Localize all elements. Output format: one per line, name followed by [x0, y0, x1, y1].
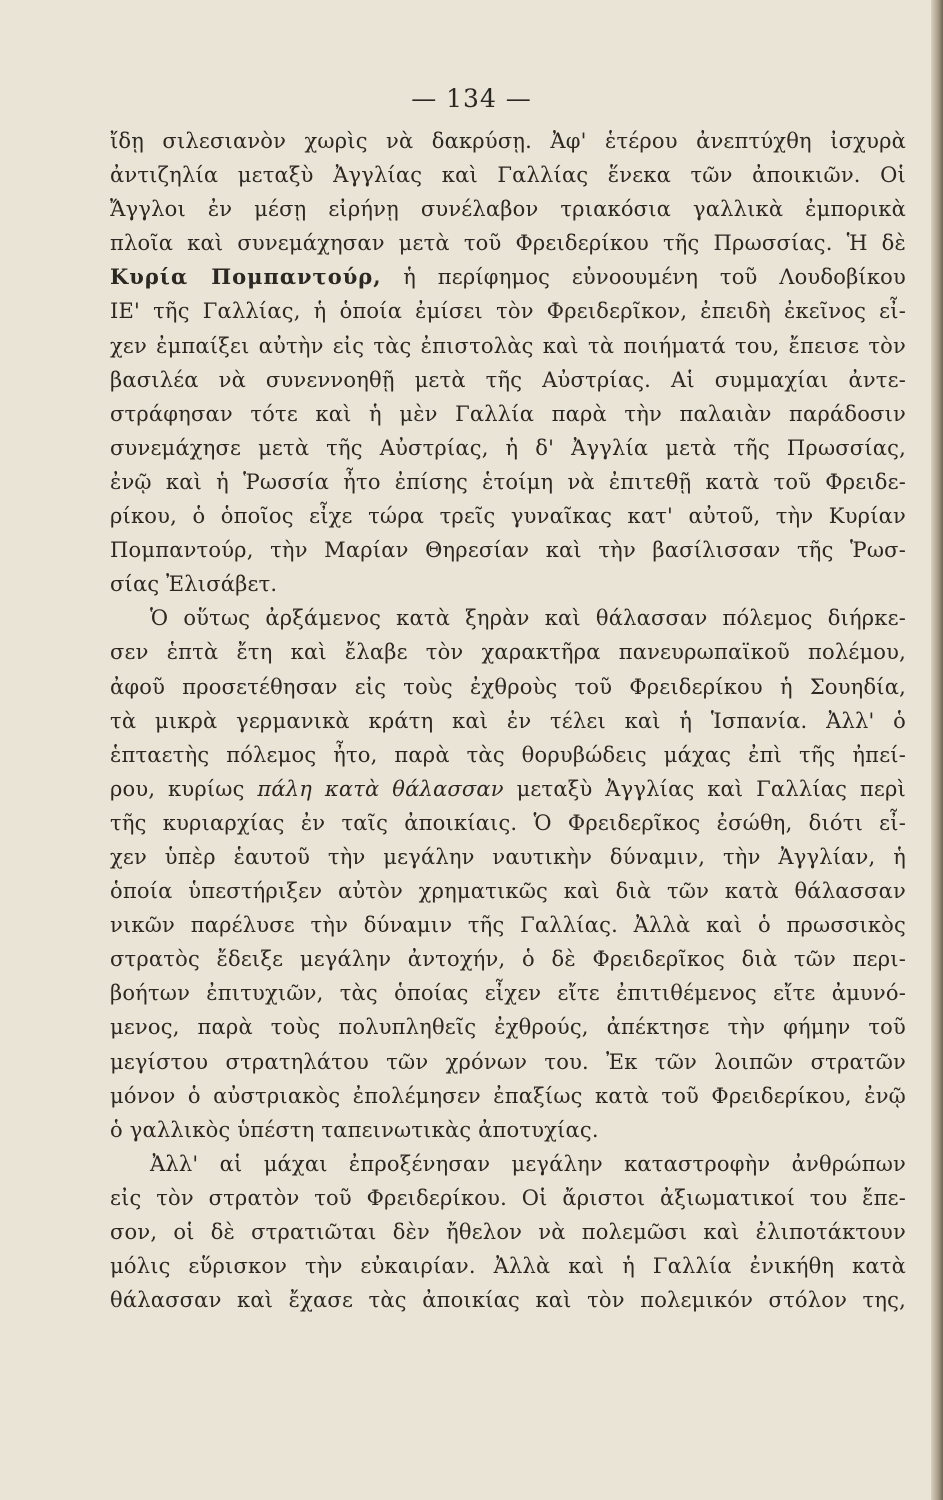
line-text: ἐνῷ καὶ ἡ Ῥωσσία ἦτο ἐπίσης ἑτοίμη νὰ ἐπιτεθῇ κατὰ τοῦ Φρειδε-: [110, 469, 906, 494]
page-edge: [931, 0, 943, 1500]
text-line: [110, 499, 906, 533]
line-text: θάλασσαν καὶ ἔχασε τὰς ἀποικίας καὶ τὸν πολεμικόν στόλον της,: [110, 1288, 906, 1313]
line-text: συνεμάχησε μετὰ τῆς Αὐστρίας, ἡ δ' Ἀγγλία μετὰ τῆς Πρωσσίας,: [110, 435, 906, 460]
line-text: ΙΕ' τῆς Γαλλίας, ἡ ὁποία ἐμίσει τὸν Φρειδερῖκον, ἐπειδὴ ἐκεῖνος εἶ-: [110, 299, 906, 324]
line-text: χεν ὑπὲρ ἑαυτοῦ τὴν μεγάλην ναυτικὴν δύναμιν, τὴν Ἀγγλίαν, ἡ: [110, 844, 906, 869]
line-text: σεν ἑπτὰ ἔτη καὶ ἔλαβε τὸν χαρακτῆρα πανευρωπαϊκοῦ πολέμου,: [110, 640, 906, 665]
text-line: [110, 1010, 906, 1044]
page-number: — 134 —: [411, 84, 532, 113]
line-text-after: μεταξὺ Ἀγγλίας καὶ Γαλλίας περὶ: [503, 776, 906, 801]
line-text: ἡ περίφημος εὐνοουμένη τοῦ Λουδοβίκου: [381, 265, 906, 290]
line-text: μόνον ὁ αὐστριακὸς ἐπολέμησεν ἐπαξίως κατὰ τοῦ Φρειδερίκου, ἐνῷ: [110, 1083, 906, 1108]
text-line: [110, 533, 906, 567]
line-text: Ἀλλ' αἱ μάχαι ἐπροξένησαν μεγάλην καταστροφὴν ἀνθρώπων: [150, 1151, 906, 1176]
text-line: [110, 942, 906, 976]
line-text: βοήτων ἐπιτυχιῶν, τὰς ὁποίας εἶχεν εἴτε ἐπιτιθέμενος εἴτε ἀμυνό-: [110, 981, 906, 1006]
text-line: [110, 1249, 906, 1283]
text-line: [110, 226, 906, 260]
text-line: [110, 1283, 906, 1317]
line-text: πλοῖα καὶ συνεμάχησαν μετὰ τοῦ Φρειδερίκου τῆς Πρωσσίας. Ἡ δὲ: [110, 231, 906, 256]
text-line: [110, 1181, 906, 1215]
text-line: [110, 976, 906, 1010]
line-text: σίας Ἐλισάβετ.: [110, 572, 278, 597]
text-line: [110, 465, 906, 499]
line-text: μεγίστου στρατηλάτου τῶν χρόνων του. Ἐκ τῶν λοιπῶν στρατῶν: [110, 1049, 906, 1074]
line-text: χεν ἐμπαίξει αὐτὴν εἰς τὰς ἐπιστολὰς καὶ τὰ ποιήματά του, ἔπεισε τὸν: [110, 333, 906, 358]
line-text: τὰ μικρὰ γερμανικὰ κράτη καὶ ἐν τέλει καὶ ἡ Ἱσπανία. Ἀλλ' ὁ: [110, 708, 906, 733]
text-line: [110, 397, 906, 431]
bold-name: Κυρία Πομπαντούρ,: [110, 264, 382, 290]
line-text: εἰς τὸν στρατὸν τοῦ Φρειδερίκου. Οἱ ἄριστοι ἀξιωματικοί του ἔπε-: [110, 1185, 906, 1210]
text-line: [110, 260, 906, 294]
line-text: σον, οἱ δὲ στρατιῶται δὲν ἤθελον νὰ πολεμῶσι καὶ ἐλιποτάκτουν: [110, 1220, 906, 1244]
text-line: [110, 1079, 906, 1113]
body-text: [110, 124, 906, 1317]
text-line: [110, 806, 906, 840]
line-text: ὁποία ὑπεστήριξεν αὐτὸν χρηματικῶς καὶ διὰ τῶν κατὰ θάλασσαν: [110, 879, 906, 904]
text-line: [110, 567, 906, 601]
line-text: τῆς κυριαρχίας ἐν ταῖς ἀποικίαις. Ὁ Φρειδερῖκος ἐσώθη, διότι εἶ-: [110, 810, 906, 835]
text-line: [110, 294, 906, 328]
line-text: ἀφοῦ προσετέθησαν εἰς τοὺς ἐχθροὺς τοῦ Φρειδερίκου ἡ Σουηδία,: [110, 674, 906, 699]
text-line: [110, 1215, 906, 1249]
text-line: [110, 704, 906, 738]
line-text: ὁ γαλλικὸς ὑπέστη ταπεινωτικὰς ἀποτυχίας.: [110, 1117, 599, 1142]
line-text: νικῶν παρέλυσε τὴν δύναμιν τῆς Γαλλίας. Ἀλλὰ καὶ ὁ πρωσσικὸς: [110, 913, 906, 938]
text-line: [110, 329, 906, 363]
line-text: ἀντιζηλία μεταξὺ Ἀγγλίας καὶ Γαλλίας ἕνεκα τῶν ἀποικιῶν. Οἱ: [110, 163, 906, 188]
line-text: βασιλέα νὰ συνεννοηθῇ μετὰ τῆς Αὐστρίας. Αἱ συμμαχίαι ἀντε-: [110, 367, 906, 392]
line-text: Ὁ οὕτως ἀρξάμενος κατὰ ξηρὰν καὶ θάλασσαν πόλεμος διήρκε-: [150, 606, 906, 631]
line-text: μόλις εὕρισκον τὴν εὐκαιρίαν. Ἀλλὰ καὶ ἡ Γαλλία ἐνικήθη κατὰ: [110, 1254, 906, 1279]
line-text: ἴδῃ σιλεσιανὸν χωρὶς νὰ δακρύσῃ. Ἀφ' ἑτέρου ἀνεπτύχθη ἰσχυρὰ: [110, 129, 906, 153]
text-line: [110, 635, 906, 669]
text-line: [110, 601, 906, 635]
text-line: [110, 1147, 906, 1181]
text-line: [110, 431, 906, 465]
line-text: ἑπταετὴς πόλεμος ἦτο, παρὰ τὰς θορυβώδεις μάχας ἐπὶ τῆς ἠπεί-: [110, 742, 906, 767]
text-line: [110, 908, 906, 942]
line-text: στράφησαν τότε καὶ ἡ μὲν Γαλλία παρὰ τὴν παλαιὰν παράδοσιν: [110, 401, 906, 426]
text-line: [110, 158, 906, 192]
text-line: [110, 874, 906, 908]
text-line: [110, 363, 906, 397]
italic-phrase: πάλη κατὰ θάλασσαν: [257, 776, 504, 801]
text-line: [110, 1113, 906, 1147]
text-line: [110, 124, 906, 158]
text-line: [110, 670, 906, 704]
text-line: [110, 772, 906, 806]
line-text: ρίκου, ὁ ὁποῖος εἶχε τώρα τρεῖς γυναῖκας κατ' αὐτοῦ, τὴν Κυρίαν: [110, 504, 906, 529]
text-line: [110, 192, 906, 226]
line-text: ρου, κυρίως: [110, 776, 258, 801]
line-text: Ἄγγλοι ἐν μέσῃ εἰρήνῃ συνέλαβον τριακόσια γαλλικὰ ἐμπορικὰ: [110, 197, 906, 222]
text-line: [110, 840, 906, 874]
text-line: [110, 1045, 906, 1079]
line-text: μενος, παρὰ τοὺς πολυπληθεῖς ἐχθρούς, ἀπέκτησε τὴν φήμην τοῦ: [110, 1015, 906, 1040]
line-text: Πομπαντούρ, τὴν Μαρίαν Θηρεσίαν καὶ τὴν βασίλισσαν τῆς Ῥωσ-: [110, 538, 906, 563]
line-text: στρατὸς ἔδειξε μεγάλην ἀντοχήν, ὁ δὲ Φρειδερῖκος διὰ τῶν περι-: [110, 947, 906, 972]
text-line: [110, 738, 906, 772]
